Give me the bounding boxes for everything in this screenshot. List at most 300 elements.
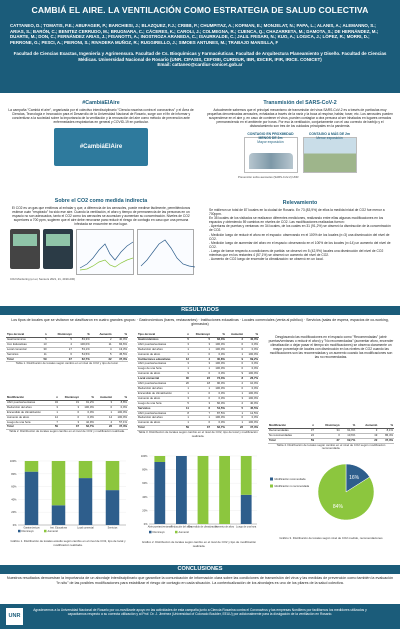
- table-cell: Encendido de climatización: [137, 391, 183, 396]
- table-cell: 0: [190, 421, 211, 426]
- table-cell: 40,0%: [244, 401, 259, 406]
- table-cell: 100,0%: [211, 362, 226, 367]
- table-cell: Abrir puertas/ventanas: [137, 342, 183, 347]
- table-cell: 100,0%: [113, 415, 128, 420]
- table-cell: 6: [48, 352, 73, 357]
- table2: [6, 396, 128, 430]
- campaign-card-image: [54, 128, 148, 166]
- table-cell: 3: [95, 400, 113, 405]
- table-cell: 5: [48, 337, 73, 342]
- table-cell: 2: [226, 382, 244, 387]
- table-cell: 0,0%: [211, 352, 226, 357]
- table-cell: 37,3%: [244, 426, 259, 431]
- table-cell: 14: [52, 415, 59, 420]
- legend-label: Modificación no recomendada: [274, 485, 310, 488]
- bar-decrease: [79, 478, 93, 525]
- survey-item: - Aumento de CO2 luego de encender la climatización: se observó en un local.: [209, 257, 324, 262]
- co2-section: [8, 198, 194, 303]
- table4-block: [268, 424, 394, 451]
- transmission-text: Actualmente sabemos que el principal mecanismo de transmisión del virus SARS-CoV-2 es a través de partículas muy pequeñas denominadas aerosoles, exhaladas a través de la nariz y la boca al respirar, hablar, toser, etc. Los aerosoles pueden suspenderse en el aire y, en caso de contener el virus, pueden contagiar a otra persona al ser inhalados en lugares cerrados permaneciendo en el ambiente por horas. Por eso la ventilación, conjuntamente con el uso correcto de barbijo y el distanciamiento son tres de los cuidados principales en la pandemia.: [207, 108, 393, 129]
- legend-swatch: [175, 531, 178, 534]
- table-cell: 59: [183, 426, 190, 431]
- table-cell: 91,9%: [341, 428, 357, 433]
- table-cell: 22: [307, 433, 315, 438]
- bar-increase: [154, 456, 165, 462]
- chart2-caption: Gráfico 2. Distribución de locales según cambio en el nivel de CO2 y tipo de modificación realizada.: [141, 540, 257, 548]
- table-header-cell: %: [113, 396, 128, 400]
- table-cell: 0,0%: [244, 362, 259, 367]
- bar-decrease: [106, 490, 120, 525]
- table-cell: Aumento de aforo: [137, 396, 183, 401]
- bar-decrease: [52, 505, 66, 525]
- table-cell: 100,0%: [211, 416, 226, 421]
- table-cell: 0: [226, 342, 244, 347]
- table-cell: 7: [190, 411, 211, 416]
- table-cell: 1: [183, 421, 190, 426]
- table-cell: Abrir puertas/ventanas: [137, 411, 183, 416]
- y-tick-label: 60%: [11, 485, 17, 489]
- table-cell: 22: [91, 357, 113, 362]
- table1: [6, 333, 128, 362]
- table-cell: 0: [59, 415, 80, 420]
- results-banner: RESULTADOS: [0, 306, 400, 315]
- table-cell: Gastronómicos: [6, 337, 40, 342]
- photo-close-contact: [244, 132, 298, 173]
- table-cell: 37,3%: [113, 357, 128, 362]
- bar-increase: [25, 461, 39, 472]
- table-header-cell: Disminuyó: [190, 333, 211, 337]
- table-cell: 100,0%: [244, 372, 259, 377]
- author-list: CATTANEO, D.; TOMATIS, P.E.; ABUFAGER, P.; BARCHIESI, J.; BLAZQUEZ, F.J.; CRIBB, P.; CHUMPITAZ, A.; KOFMAN, E.; MONJELAT, N.; PAPA, L.; ALANIS, A.; ALEMANNO, S.; ARIAS, S.; BARÓN, C.; BENITEZ CERRUDO, M.; BRUGNARA, C.; CÁCERES, K.; CAROLI, J.; COLMEGNA, R.; CUENCA, Q.; CHAZARRETA, M.; DAMOTA, S.; DE HERNÁNDEZ, M.; DUARTE, M.; DON, C.; FERNÁNDEZ ARIAS, J.; FISANOTTI, A.; INOSTROZA ARANEDA, C.; ISAURRALDE, C.; JALIL FRISARI, N.; KUO, A.; LOGICA, J.; LÓPEZ, R.; MORRI, D.; PERRONE, G.; PESCI, A.; PIERONI, S.; RIVADERA MUÑOZ, R.; RUGGIRELLO, J.; SIMOES ANTUNES, M.; TRABAJO MANSILLA, F: [10, 23, 379, 45]
- table-cell: 11: [40, 352, 48, 357]
- affiliations: Facultad de Ciencias Exactas, Ingeniería y Agrimensura. Facultad de Cs. Bioquímicas y Farmacéuticas. Facultad de Arquitectura Planeamiento y Diseño. Facultad de Ciencias Médicas. Universidad Nacional de Rosario (UNR. CIFASIS, CEFOBI, CURDIUR, IBR, IDICER, IFIR, IRICE. CONICET): [13, 51, 387, 62]
- table-cell: 91,2%: [80, 400, 95, 405]
- table-cell: 1: [95, 410, 113, 415]
- x-tick-label: Reducción del aforo: [170, 525, 193, 529]
- table-cell: Reducción del aforo: [137, 386, 183, 391]
- table-cell: 14: [95, 415, 113, 420]
- conclusions-text: Nuestros resultados demuestran la importancia de un abordaje interdisciplinario que garantice la comunicación de información clara sobre las condiciones de transmisión del virus y las medidas de prevención como también la evaluación "in situ" de las posibles modificaciones para estabilizar el riesgo de contagio en cada situación. La contextualización de los abordajes es uno de los pilares de la salud colectiva.: [6, 576, 394, 585]
- table-cell: 45,5%: [244, 406, 259, 411]
- legend-label: Disminuyó: [21, 530, 34, 533]
- table-cell: Reducción del aforo: [137, 347, 183, 352]
- table-cell: 30: [40, 347, 48, 352]
- chart1-block: [6, 457, 130, 547]
- table-cell: 0: [59, 410, 80, 415]
- chart1-caption: Gráfico 1. Distribución de locales estudio según cambio en el nivel de CO2, tipo de local y modificación realizada.: [10, 539, 126, 547]
- survey-list: [206, 208, 394, 261]
- table-cell: 19: [356, 433, 378, 438]
- legend-swatch: [270, 478, 273, 481]
- x-tick-label: Servicios: [107, 526, 118, 530]
- table-cell: 8: [183, 411, 190, 416]
- table-cell: 83,3%: [211, 337, 226, 342]
- x-tick-label: Inst. Educativas: [50, 526, 67, 530]
- table-cell: 37: [307, 428, 315, 433]
- table-cell: 3: [190, 401, 211, 406]
- table3-block: [137, 333, 259, 438]
- table-cell: Total: [6, 357, 40, 362]
- survey-section: [206, 200, 394, 303]
- table-header-cell: Aumentó: [226, 333, 244, 337]
- table-cell: 13: [40, 342, 48, 347]
- table-cell: 20: [183, 382, 190, 387]
- survey-title: Relevamiento: [282, 200, 318, 206]
- table-cell: 8,8%: [113, 400, 128, 405]
- table-cell: 0: [190, 391, 211, 396]
- table-cell: 45,5%: [113, 352, 128, 357]
- bar-increase: [241, 456, 252, 495]
- table-header-cell: Disminuyó: [48, 333, 73, 337]
- table-header-cell: %: [341, 424, 357, 428]
- table-cell: 40,0%: [113, 337, 128, 342]
- table-cell: 62,7%: [341, 438, 357, 443]
- table-cell: 9: [226, 372, 244, 377]
- table-cell: 37,3%: [113, 425, 128, 430]
- table-header-cell: %: [378, 424, 394, 428]
- survey-item: - Medición luego de aumentar del aforo en el espacio: observando en el 100% de los locales (n=14) un aumento del nivel de CO2.: [209, 240, 391, 249]
- table-cell: 5: [91, 352, 113, 357]
- table-cell: 54,5%: [211, 406, 226, 411]
- photo-distant-contact: [303, 132, 357, 173]
- table-cell: 59: [52, 425, 59, 430]
- table-cell: 11: [91, 342, 113, 347]
- table-cell: 1: [190, 416, 211, 421]
- table2-caption: Tabla 2. Distribución de locales según cambio en el nivel de CO2 y modificación realizada.: [9, 429, 125, 434]
- table-cell: Aumento de aforo: [137, 352, 183, 357]
- table-cell: 62,7%: [80, 425, 95, 430]
- chart3: [268, 454, 394, 532]
- table-cell: 22: [95, 425, 113, 430]
- table-cell: 10,0%: [244, 382, 259, 387]
- contact-email: Email: cattaneo@cardiur-conicet.gob.ar: [157, 62, 243, 67]
- table-cell: 59: [40, 357, 48, 362]
- bar-increase: [52, 461, 66, 505]
- table-cell: 0,0%: [80, 410, 95, 415]
- co2-timeseries-image: [137, 229, 195, 275]
- y-tick-label: 100%: [9, 460, 17, 463]
- table-cell: 34: [315, 428, 341, 433]
- legend-label: Modificación recomendada: [274, 478, 306, 481]
- recommendation-note: Desglosando las modificaciones en el espacio como "Recomendadas" (abrir puertas/ventanas o reducir el aforo) y "No recomendadas" (aumentar aforo, encender climatización o dejar pasar el tiempo sin modificaciones) se observa claramente un mayor porcentaje de locales con disminución en los niveles de CO2 cuando las modificaciones son las recomendadas y un aumento cuando las modificaciones son las no recomendadas.: [268, 335, 394, 360]
- table-header-cell: %: [113, 333, 128, 337]
- table-cell: 83,3%: [73, 337, 91, 342]
- transmission-section: [206, 100, 394, 200]
- bar-decrease: [25, 472, 39, 525]
- table-cell: 0,0%: [244, 342, 259, 347]
- chart3-caption: Gráfico 3. Distribución de locales según nivel de CO2 medido, recomendaciones: [279, 536, 383, 540]
- table-header-cell: %: [211, 333, 226, 337]
- table-cell: 2: [226, 337, 244, 342]
- campaign-card-label: #CambiáElAire: [79, 144, 123, 151]
- co2-monitor-image: [10, 229, 40, 269]
- table3: [137, 333, 259, 431]
- survey-item: En 35 locales de los visitados se realizaron diferentes mediciones, realizando entre ellas algunas modificaciones en los espacios y obteniendo 59 cambios en niveles de CO2. Las modificaciones realizadas fueron:: [209, 216, 384, 225]
- table-cell: 13,6%: [341, 433, 357, 438]
- table-cell: 0: [190, 372, 211, 377]
- table-cell: 100,0%: [80, 405, 95, 410]
- table-header-cell: Modificación: [6, 396, 52, 400]
- table-cell: 53,1%: [73, 347, 91, 352]
- table-cell: 86,4%: [378, 433, 394, 438]
- table-cell: 12,5%: [244, 411, 259, 416]
- table-cell: Local comercial: [137, 377, 183, 382]
- table-cell: 57,1%: [113, 420, 128, 425]
- table-cell: 0,0%: [244, 386, 259, 391]
- table-cell: Total: [6, 425, 52, 430]
- pie-slice-label: 16%: [349, 474, 360, 481]
- bar-increase: [198, 456, 209, 524]
- bar-decrease: [176, 456, 187, 524]
- table-cell: 3: [183, 396, 190, 401]
- chart1: [6, 457, 130, 535]
- table-cell: 1: [226, 411, 244, 416]
- table-cell: 18: [190, 382, 211, 387]
- table-cell: 59: [307, 438, 315, 443]
- table-cell: 0,0%: [244, 367, 259, 372]
- table-cell: Aumento de aforo: [137, 372, 183, 377]
- table-cell: 31: [59, 400, 80, 405]
- table-cell: 1: [183, 347, 190, 352]
- table-cell: 30,8%: [211, 357, 226, 362]
- table-cell: 73,3%: [211, 377, 226, 382]
- table-cell: 3: [59, 420, 80, 425]
- x-tick-label: Local comercial: [77, 526, 94, 530]
- table-cell: 4: [91, 347, 113, 352]
- table-cell: 62,7%: [211, 426, 226, 431]
- table-cell: 34: [52, 400, 59, 405]
- table-cell: 4: [95, 420, 113, 425]
- co2-timeseries-image: [76, 229, 134, 275]
- table-cell: 40,0%: [244, 337, 259, 342]
- table-cell: 4: [190, 357, 211, 362]
- transmission-photos: [206, 132, 394, 173]
- table-cell: 1: [226, 352, 244, 357]
- table-header-cell: n: [52, 396, 59, 400]
- campaign-title: #CambiáElAire: [82, 100, 120, 106]
- table-cell: 1: [183, 367, 190, 372]
- chart2-block: [137, 452, 261, 548]
- bar-increase: [79, 461, 93, 478]
- unr-logo: UNR: [6, 608, 23, 625]
- table-cell: 6: [190, 406, 211, 411]
- table-cell: Luego de una hora: [137, 367, 183, 372]
- table2-block: [6, 396, 128, 434]
- bar-increase: [106, 461, 120, 490]
- table-cell: 54,5%: [73, 352, 91, 357]
- table-cell: 1: [183, 416, 190, 421]
- table-cell: Aumento de aforo: [6, 415, 52, 420]
- bar-decrease: [154, 462, 165, 524]
- legend-label: Aumentó: [178, 531, 189, 534]
- legend-swatch: [149, 531, 152, 534]
- table-cell: 3: [190, 362, 211, 367]
- table-cell: 0,0%: [113, 405, 128, 410]
- table-cell: 1: [190, 386, 211, 391]
- table-cell: 62,7%: [73, 357, 91, 362]
- photo-right-sub: Menor exposición: [316, 136, 343, 141]
- table-cell: Abrir puertas/ventanas: [6, 400, 52, 405]
- table-cell: Encendido de climatización: [6, 410, 52, 415]
- table-header-cell: Modificación: [268, 424, 307, 428]
- photo-right-tag: CONTAGIO A MÁS DE 2m: [308, 132, 351, 137]
- poster-header: [0, 0, 400, 93]
- table-cell: 1: [226, 391, 244, 396]
- survey-item: Se midieron un total de 87 locales en la ciudad de Rosario. En 73 (83,9%) de ellos la medida inicial de CO2 fue menor a 700ppm.: [209, 208, 385, 217]
- y-tick-label: 80%: [11, 472, 17, 476]
- table-cell: 0,0%: [211, 396, 226, 401]
- y-tick-label: 100%: [140, 455, 148, 458]
- table-header-cell: %: [73, 333, 91, 337]
- table-cell: 1: [183, 386, 190, 391]
- table-cell: Abrir puertas/ventanas: [137, 382, 183, 387]
- table-cell: 0,0%: [211, 372, 226, 377]
- table-cell: Servicios: [6, 352, 40, 357]
- table-cell: 3: [59, 405, 80, 410]
- table1-block: [6, 333, 128, 366]
- conclusions-banner: CONCLUSIONES: [0, 565, 400, 574]
- table-cell: 100,0%: [244, 421, 259, 426]
- table4: [268, 424, 394, 444]
- table-cell: 5: [226, 406, 244, 411]
- table-header-cell: n: [40, 333, 48, 337]
- table-cell: 11: [183, 406, 190, 411]
- table-cell: 90,0%: [211, 382, 226, 387]
- table-cell: 4: [48, 342, 73, 347]
- table-cell: No recomendadas: [268, 433, 307, 438]
- table-cell: 3: [183, 362, 190, 367]
- table-cell: Gastronómicos: [137, 337, 183, 342]
- table-cell: 5: [190, 337, 211, 342]
- table-cell: 26,7%: [244, 377, 259, 382]
- table-cell: 100,0%: [113, 410, 128, 415]
- table-cell: 7: [52, 420, 59, 425]
- table-cell: Total: [137, 426, 183, 431]
- table-cell: 100,0%: [244, 396, 259, 401]
- table-cell: 0: [226, 367, 244, 372]
- table-cell: 37: [59, 425, 80, 430]
- x-tick-label: Luego de una hora: [236, 525, 257, 529]
- table-cell: 2: [91, 337, 113, 342]
- survey-item: - Medición luego de reducir el aforo en el espacio: observando en el 100% de los locales (n=3) una disminución del nivel de CO2.: [209, 232, 390, 241]
- legend-label: Disminuyó: [152, 531, 165, 534]
- y-tick-label: 20%: [11, 511, 17, 515]
- table-header-cell: n: [183, 333, 190, 337]
- photo-caption: Prevención sobre aerosoles (SARS-CoV-2) UNR: [238, 175, 299, 180]
- legend-swatch: [44, 530, 47, 533]
- legend-swatch: [270, 485, 273, 488]
- table-cell: 42,9%: [80, 420, 95, 425]
- table-cell: Servicios: [137, 406, 183, 411]
- x-tick-label: Aumento de aforo: [215, 525, 235, 529]
- table-cell: 1: [183, 352, 190, 357]
- table-cell: 37: [48, 357, 73, 362]
- table-cell: 0,0%: [244, 416, 259, 421]
- table-cell: Total: [268, 438, 307, 443]
- campaign-section: [8, 100, 194, 195]
- table-cell: Reducción del aforo: [137, 416, 183, 421]
- table-cell: 37: [190, 426, 211, 431]
- table-cell: 37: [315, 438, 341, 443]
- transmission-title: Transmisión del SARS-CoV-2: [263, 100, 337, 106]
- table-cell: 9: [183, 372, 190, 377]
- table-header-cell: Aumentó: [91, 333, 113, 337]
- co2-figure: [8, 229, 194, 275]
- table-cell: 3: [52, 405, 59, 410]
- x-tick-label: Abrir puertas/ventanas: [147, 525, 172, 529]
- table-cell: 22: [356, 438, 378, 443]
- campaign-text: La campaña "Cambiá el aire", organizada por el colectivo interdisciplinario "Ciencia rosarina contra el coronavirus" y el Área de Ciencias, Tecnología e Innovación para el Desarrollo de la Universidad Nacional de Rosario, surge con el fin de informar y concientizar a la sociedad sobre la importancia de la ventilación y la renovación del aire como método de prevención ante enfermedades respiratorias en general y COVID-19 en particular.: [8, 108, 194, 125]
- photo-left-sub: Mayor exposición: [257, 140, 284, 145]
- legend-swatch: [18, 530, 21, 533]
- table-cell: 3: [315, 433, 341, 438]
- table-cell: 100,0%: [244, 352, 259, 357]
- table-header-cell: %: [80, 396, 95, 400]
- table-cell: 0,0%: [244, 347, 259, 352]
- results-intro: Los tipos de locales que se visitaron se clasificaron en cuatro grandes grupos: · Gastronómicos (bares, restaurantes) · Instituciones educativas · Locales comerciales (venta al público) · Servicios (salas de espera, espacios de co-working, gimnasios): [11, 318, 389, 327]
- table-cell: 17: [48, 347, 73, 352]
- table-cell: 8: [226, 377, 244, 382]
- table3-caption: Tabla 3. Distribución de locales según cambio en el nivel de CO2, tipo de local y modificación realizada.: [138, 430, 258, 438]
- table-cell: 0: [190, 352, 211, 357]
- table-cell: 100,0%: [211, 367, 226, 372]
- survey-item: - Luego de tomar respecto a condiciones de partida: se observó en 5 (42,9%) locales una disminución del nivel de CO2 mientras que en los restantes 4 (57,1%) se observó un aumento del nivel de CO2.: [209, 248, 384, 258]
- x-tick-label: Gastronómicos: [23, 526, 40, 530]
- table-cell: 5: [183, 337, 190, 342]
- table-cell: 0: [226, 386, 244, 391]
- table-cell: 8,1%: [378, 428, 394, 433]
- people-image: [249, 153, 293, 169]
- table-header-cell: Disminuyó: [59, 396, 80, 400]
- table-cell: 100,0%: [211, 347, 226, 352]
- table1-caption: Tabla 1. Distribución de locales según cambio en el nivel de CO2 y tipo de local.: [15, 361, 119, 366]
- table-cell: 0: [226, 416, 244, 421]
- y-tick-label: 60%: [142, 482, 148, 486]
- table-header-cell: Tipo de local: [137, 333, 183, 337]
- table-cell: 1: [226, 421, 244, 426]
- table-cell: Luego de una hora: [6, 420, 52, 425]
- table-cell: 2: [226, 401, 244, 406]
- y-tick-label: 20%: [142, 509, 148, 513]
- co2-title: Sobre el CO2 como medida indirecta: [54, 198, 148, 204]
- table-header-cell: Disminuyó: [315, 424, 341, 428]
- chart3-block: [268, 454, 394, 549]
- co2-monitor-image: [43, 229, 73, 269]
- table-header-cell: Tipo de local: [6, 333, 40, 337]
- table-cell: Local comercial: [6, 347, 40, 352]
- y-tick-label: 40%: [142, 495, 148, 499]
- poster-title: CAMBIÁ EL AIRE. LA VENTILACIÓN COMO ESTRATEGIA DE SALUD COLECTIVA: [31, 5, 369, 15]
- table-cell: 0: [226, 362, 244, 367]
- table-cell: 3: [190, 342, 211, 347]
- table-cell: 100,0%: [73, 342, 91, 347]
- table-cell: 100,0%: [211, 342, 226, 347]
- table-cell: 5: [40, 337, 48, 342]
- table-cell: 13: [183, 357, 190, 362]
- table-cell: 3: [356, 428, 378, 433]
- table-cell: 87,5%: [211, 411, 226, 416]
- table-cell: 22: [226, 426, 244, 431]
- table-cell: Abrir puertas/ventanas: [137, 362, 183, 367]
- bar-increase: [219, 456, 230, 524]
- bar-decrease: [241, 495, 252, 524]
- pie-slice-label: 84%: [332, 504, 343, 511]
- y-tick-label: 0%: [143, 523, 148, 526]
- table-cell: 0: [190, 396, 211, 401]
- table-header-cell: n: [307, 424, 315, 428]
- photo-left-tag: CONTAGIO EN PROXIMIDAD MENOS DE 2m: [247, 132, 294, 141]
- y-tick-label: 40%: [11, 498, 17, 502]
